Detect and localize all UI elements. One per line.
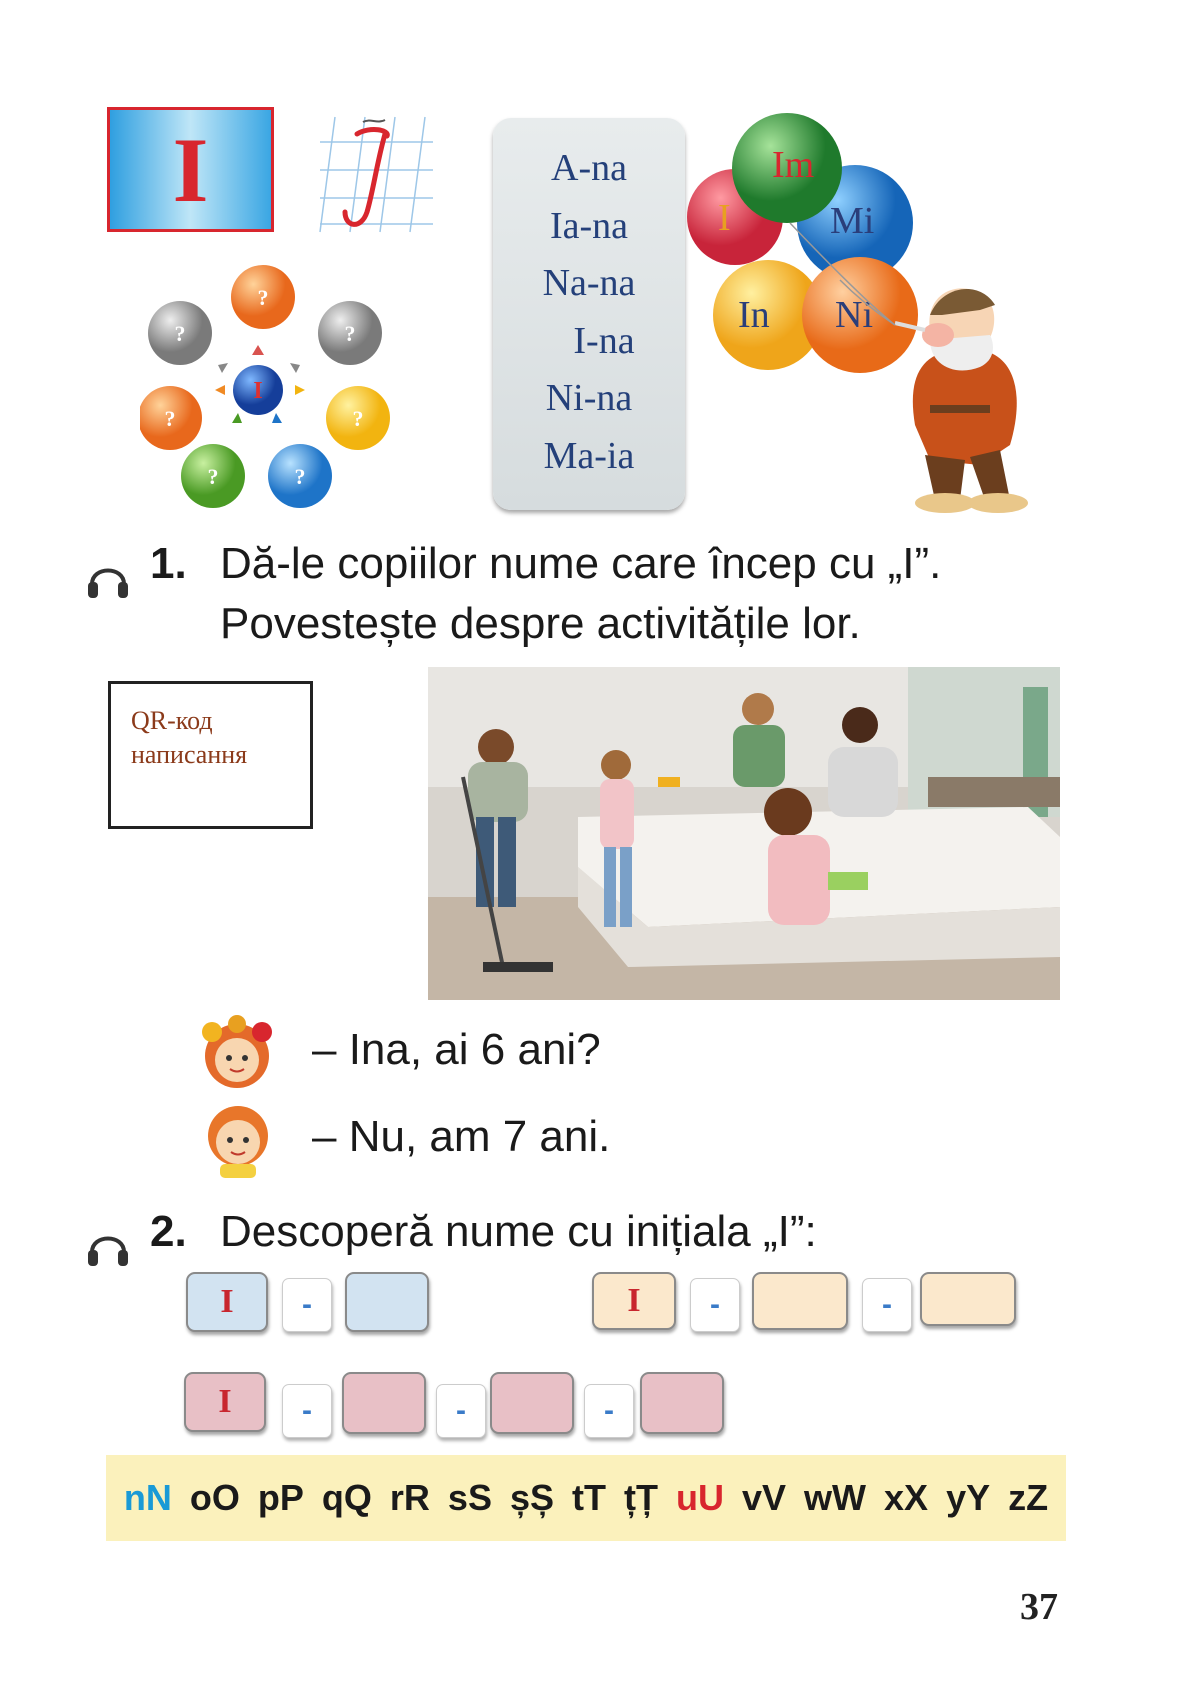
syllable-dash: - [436, 1384, 486, 1438]
alphabet-letter: wW [804, 1477, 867, 1518]
svg-text:?: ? [257, 285, 269, 310]
svg-text:I: I [718, 197, 731, 239]
word-item: Ia-na [549, 204, 629, 247]
alphabet-letter: xX [884, 1477, 929, 1518]
alphabet-letter: uU [675, 1477, 724, 1518]
syllable-word-card [493, 118, 685, 510]
alphabet-letter: yY [946, 1477, 991, 1518]
svg-text:?: ? [294, 464, 306, 489]
syllable-box[interactable] [490, 1372, 574, 1434]
svg-text:Ni: Ni [835, 294, 873, 336]
alphabet-letter: pP [257, 1477, 304, 1518]
syllable-dash: - [282, 1384, 332, 1438]
word-item: Ma-ia [543, 434, 635, 477]
svg-text:Im: Im [772, 144, 815, 186]
girl-avatar [182, 1012, 290, 1094]
alphabet-letter: nN [123, 1477, 172, 1518]
qr-code-placeholder[interactable] [108, 681, 313, 829]
word-item: I-na [573, 319, 635, 362]
exercise2-text: Descoperă nume cu inițiala „I”: [220, 1207, 817, 1256]
word-item: Ni-na [545, 377, 633, 419]
exercise1-line1: Dă-le copiilor nume care încep cu „I”. [220, 539, 942, 588]
svg-text:?: ? [344, 321, 356, 346]
alphabet-letter: oO [189, 1477, 240, 1518]
qr-line2: написання [131, 740, 248, 769]
syllable-box-initial[interactable]: I [186, 1272, 268, 1332]
syllable-box[interactable] [342, 1372, 426, 1434]
svg-text:?: ? [164, 406, 176, 431]
svg-text:In: In [738, 294, 770, 336]
svg-text:?: ? [352, 406, 364, 431]
alphabet-letter: qQ [321, 1477, 372, 1518]
family-kitchen-photo [428, 667, 1060, 1000]
exercise2-number: 2. [150, 1207, 187, 1256]
syllable-dash: - [584, 1384, 634, 1438]
word-item: A-na [551, 147, 627, 189]
qr-line1: QR-код [131, 706, 213, 735]
headphones-icon [84, 554, 132, 602]
page-number: 37 [1020, 1586, 1058, 1628]
syllable-box-initial[interactable]: I [592, 1272, 676, 1330]
word-item: Na-na [542, 262, 636, 304]
syllable-box-initial[interactable]: I [184, 1372, 266, 1432]
svg-text:?: ? [174, 321, 186, 346]
cursive-letter-grid [315, 112, 435, 238]
balloons-illustration [680, 105, 1060, 515]
exercise1-line2: Povestește despre activitățile lor. [220, 599, 861, 648]
syllable-box[interactable] [345, 1272, 429, 1332]
svg-text:Mi: Mi [830, 200, 875, 242]
alphabet-letter: țȚ [624, 1477, 658, 1518]
svg-text:I: I [253, 378, 263, 404]
syllable-box[interactable] [920, 1272, 1016, 1326]
headphones-icon [84, 1222, 132, 1270]
boy-avatar [198, 1100, 278, 1180]
syllable-dash: - [690, 1278, 740, 1332]
svg-text:?: ? [207, 464, 219, 489]
letter-card [107, 107, 274, 232]
syllable-dash: - [862, 1278, 912, 1332]
alphabet-letter: tT [572, 1477, 606, 1518]
syllable-dash: - [282, 1278, 332, 1332]
syllable-box[interactable] [752, 1272, 848, 1330]
letter-wheel [140, 255, 410, 515]
alphabet-letter: vV [741, 1477, 787, 1518]
alphabet-letter: sS [447, 1477, 492, 1518]
dialog-line2: – Nu, am 7 ani. [312, 1112, 611, 1161]
alphabet-letter: zZ [1008, 1477, 1049, 1518]
syllable-box[interactable] [640, 1372, 724, 1434]
alphabet-letter: rR [389, 1477, 430, 1518]
alphabet-bar [106, 1455, 1066, 1541]
alphabet-letter: șȘ [509, 1477, 555, 1518]
letter-card-letter: I [172, 118, 209, 221]
exercise1-number: 1. [150, 539, 187, 588]
dialog-line1: – Ina, ai 6 ani? [312, 1025, 601, 1074]
